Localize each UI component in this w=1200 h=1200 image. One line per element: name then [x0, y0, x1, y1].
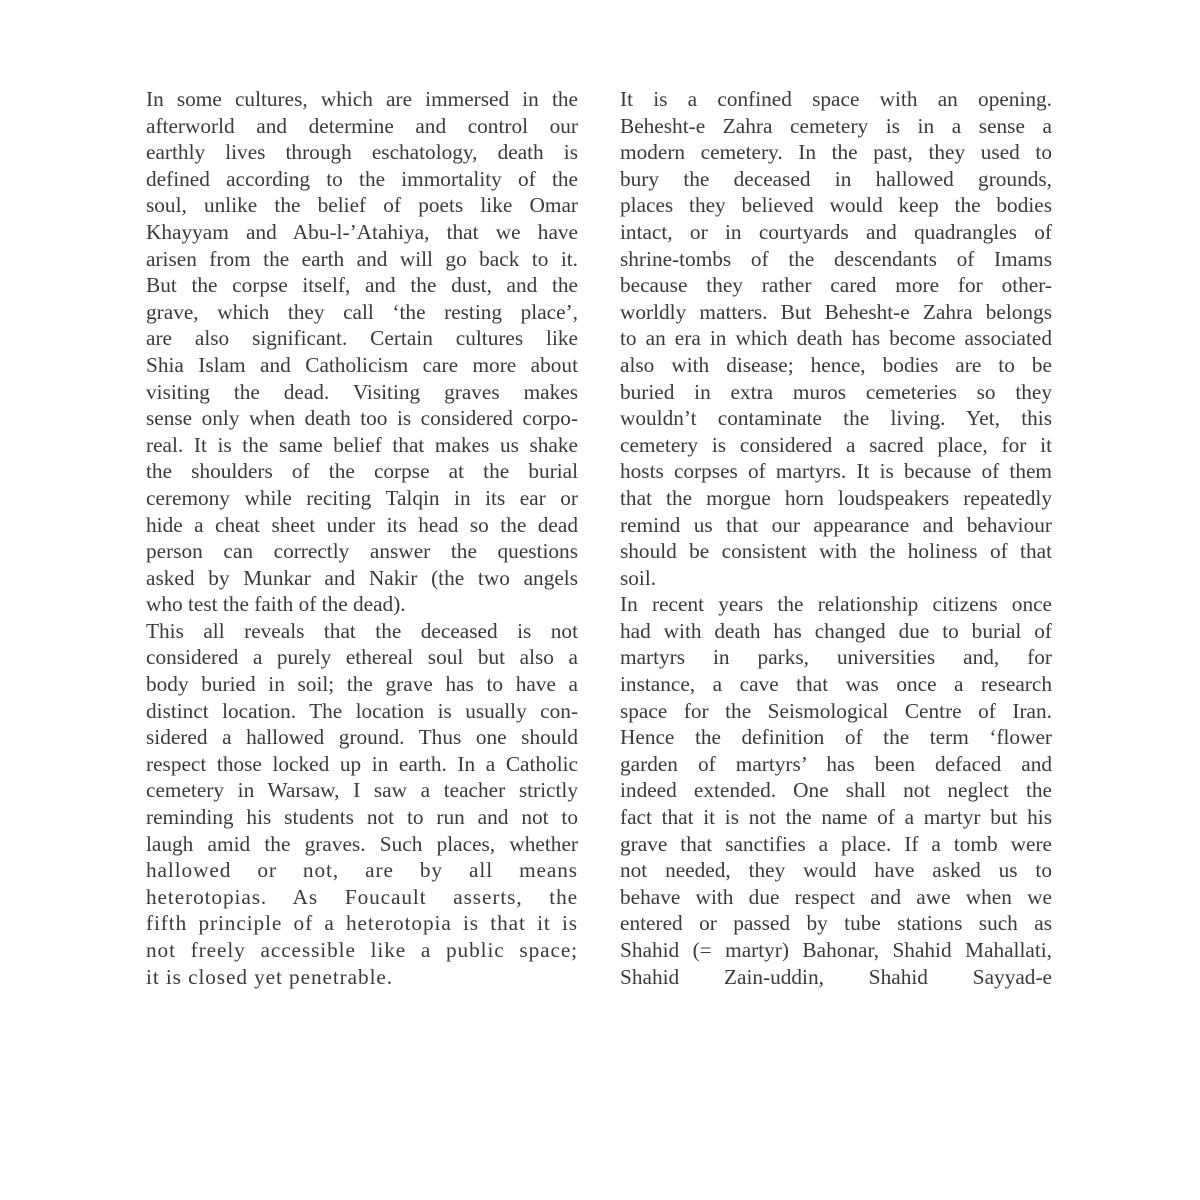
text-line: places they believed would keep the bodies: [620, 193, 1052, 218]
text-line: earthly lives through eschatology, death is: [146, 140, 578, 165]
text-line: soul, unlike the belief of poets like Omar: [146, 193, 578, 218]
text-line: who test the faith of the dead).: [146, 592, 406, 617]
text-column-left: [146, 86, 578, 990]
text-line: wouldn’t contaminate the living. Yet, this: [620, 406, 1052, 431]
text-line: considered a purely ethereal soul but also a: [146, 645, 578, 670]
text-column-right: [620, 86, 1052, 990]
text-line: also with disease; hence, bodies are to be: [620, 352, 1052, 377]
text-line: hallowed or not, are by all means: [146, 858, 578, 883]
text-line: remind us that our appearance and behaviour: [620, 512, 1052, 537]
text-line: respect those locked up in earth. In a Catholic: [146, 751, 578, 776]
text-line: Shahid (= martyr) Bahonar, Shahid Mahallati,: [620, 938, 1052, 962]
text-line: fifth principle of a heterotopia is that it is: [146, 911, 578, 936]
text-line: Hence the definition of the term ‘flower: [620, 725, 1052, 750]
text-line: sense only when death too is considered corpo-: [146, 406, 578, 431]
text-line: grave, which they call ‘the resting place’,: [146, 299, 578, 324]
text-line: ceremony while reciting Talqin in its ear or: [146, 485, 578, 510]
text-line: soil.: [620, 565, 657, 590]
text-line: Shahid Zain-uddin, Shahid Sayyad-e: [620, 964, 1052, 989]
text-line: person can correctly answer the questions: [146, 539, 578, 564]
text-line: bury the deceased in hallowed grounds,: [620, 166, 1052, 191]
text-line: grave that sanctifies a place. If a tomb were: [620, 831, 1052, 856]
text-line: space for the Seismological Centre of Iran.: [620, 698, 1052, 723]
text-line: entered or passed by tube stations such as: [620, 911, 1052, 936]
text-line: the shoulders of the corpse at the burial: [146, 459, 578, 484]
text-line: asked by Munkar and Nakir (the two angels: [146, 565, 578, 590]
text-line: It is a confined space with an opening.: [620, 87, 1052, 111]
text-line: In some cultures, which are immersed in the: [146, 87, 578, 111]
text-line: had with death has changed due to burial of: [620, 618, 1052, 643]
text-line: martyrs in parks, universities and, for: [620, 645, 1052, 670]
text-line: This all reveals that the deceased is not: [146, 618, 578, 643]
text-line: cemetery in Warsaw, I saw a teacher strictly: [146, 778, 578, 803]
text-line: afterworld and determine and control our: [146, 113, 578, 138]
text-line: visiting the dead. Visiting graves makes: [146, 379, 578, 404]
text-line: to an era in which death has become associated: [620, 326, 1052, 351]
text-line: cemetery is considered a sacred place, for it: [620, 432, 1052, 457]
text-line: laugh amid the graves. Such places, whether: [146, 831, 578, 856]
text-line: are also significant. Certain cultures like: [146, 326, 578, 351]
text-line: sidered a hallowed ground. Thus one should: [146, 725, 578, 750]
text-line: garden of martyrs’ has been defaced and: [620, 751, 1052, 776]
text-line: instance, a cave that was once a research: [620, 672, 1052, 697]
text-line: intact, or in courtyards and quadrangles of: [620, 219, 1052, 244]
text-line: hide a cheat sheet under its head so the dead: [146, 512, 578, 537]
text-line: modern cemetery. In the past, they used to: [620, 140, 1052, 165]
text-line: should be consistent with the holiness of that: [620, 539, 1052, 564]
text-line: Behesht-e Zahra cemetery is in a sense a: [620, 113, 1052, 138]
text-line: real. It is the same belief that makes us shake: [146, 432, 578, 457]
text-line: not needed, they would have asked us to: [620, 858, 1052, 883]
text-line: worldly matters. But Behesht-e Zahra belongs: [620, 299, 1052, 324]
text-line: reminding his students not to run and not to: [146, 805, 578, 830]
text-line: Khayyam and Abu-l-’Atahiya, that we have: [146, 219, 578, 244]
text-line: behave with due respect and awe when we: [620, 884, 1052, 909]
text-line: buried in extra muros cemeteries so they: [620, 379, 1052, 404]
text-line: body buried in soil; the grave has to have a: [146, 672, 578, 697]
text-line: distinct location. The location is usually con-: [146, 698, 578, 723]
text-line: Shia Islam and Catholicism care more about: [146, 352, 578, 377]
text-line: arisen from the earth and will go back to it.: [146, 246, 578, 271]
text-line: In recent years the relationship citizens once: [620, 592, 1052, 617]
text-line: hosts corpses of martyrs. It is because of them: [620, 459, 1052, 484]
text-line: indeed extended. One shall not neglect the: [620, 778, 1052, 803]
text-line: it is closed yet penetrable.: [146, 964, 393, 989]
text-line: fact that it is not the name of a martyr but his: [620, 805, 1052, 830]
text-line: shrine-tombs of the descendants of Imams: [620, 246, 1052, 271]
text-line: heterotopias. As Foucault asserts, the: [146, 884, 578, 909]
text-line: defined according to the immortality of the: [146, 166, 578, 191]
text-line: because they rather cared more for other-: [620, 273, 1052, 298]
text-line: that the morgue horn loudspeakers repeatedly: [620, 485, 1052, 510]
text-line: But the corpse itself, and the dust, and the: [146, 273, 578, 298]
text-line: not freely accessible like a public space;: [146, 938, 578, 962]
